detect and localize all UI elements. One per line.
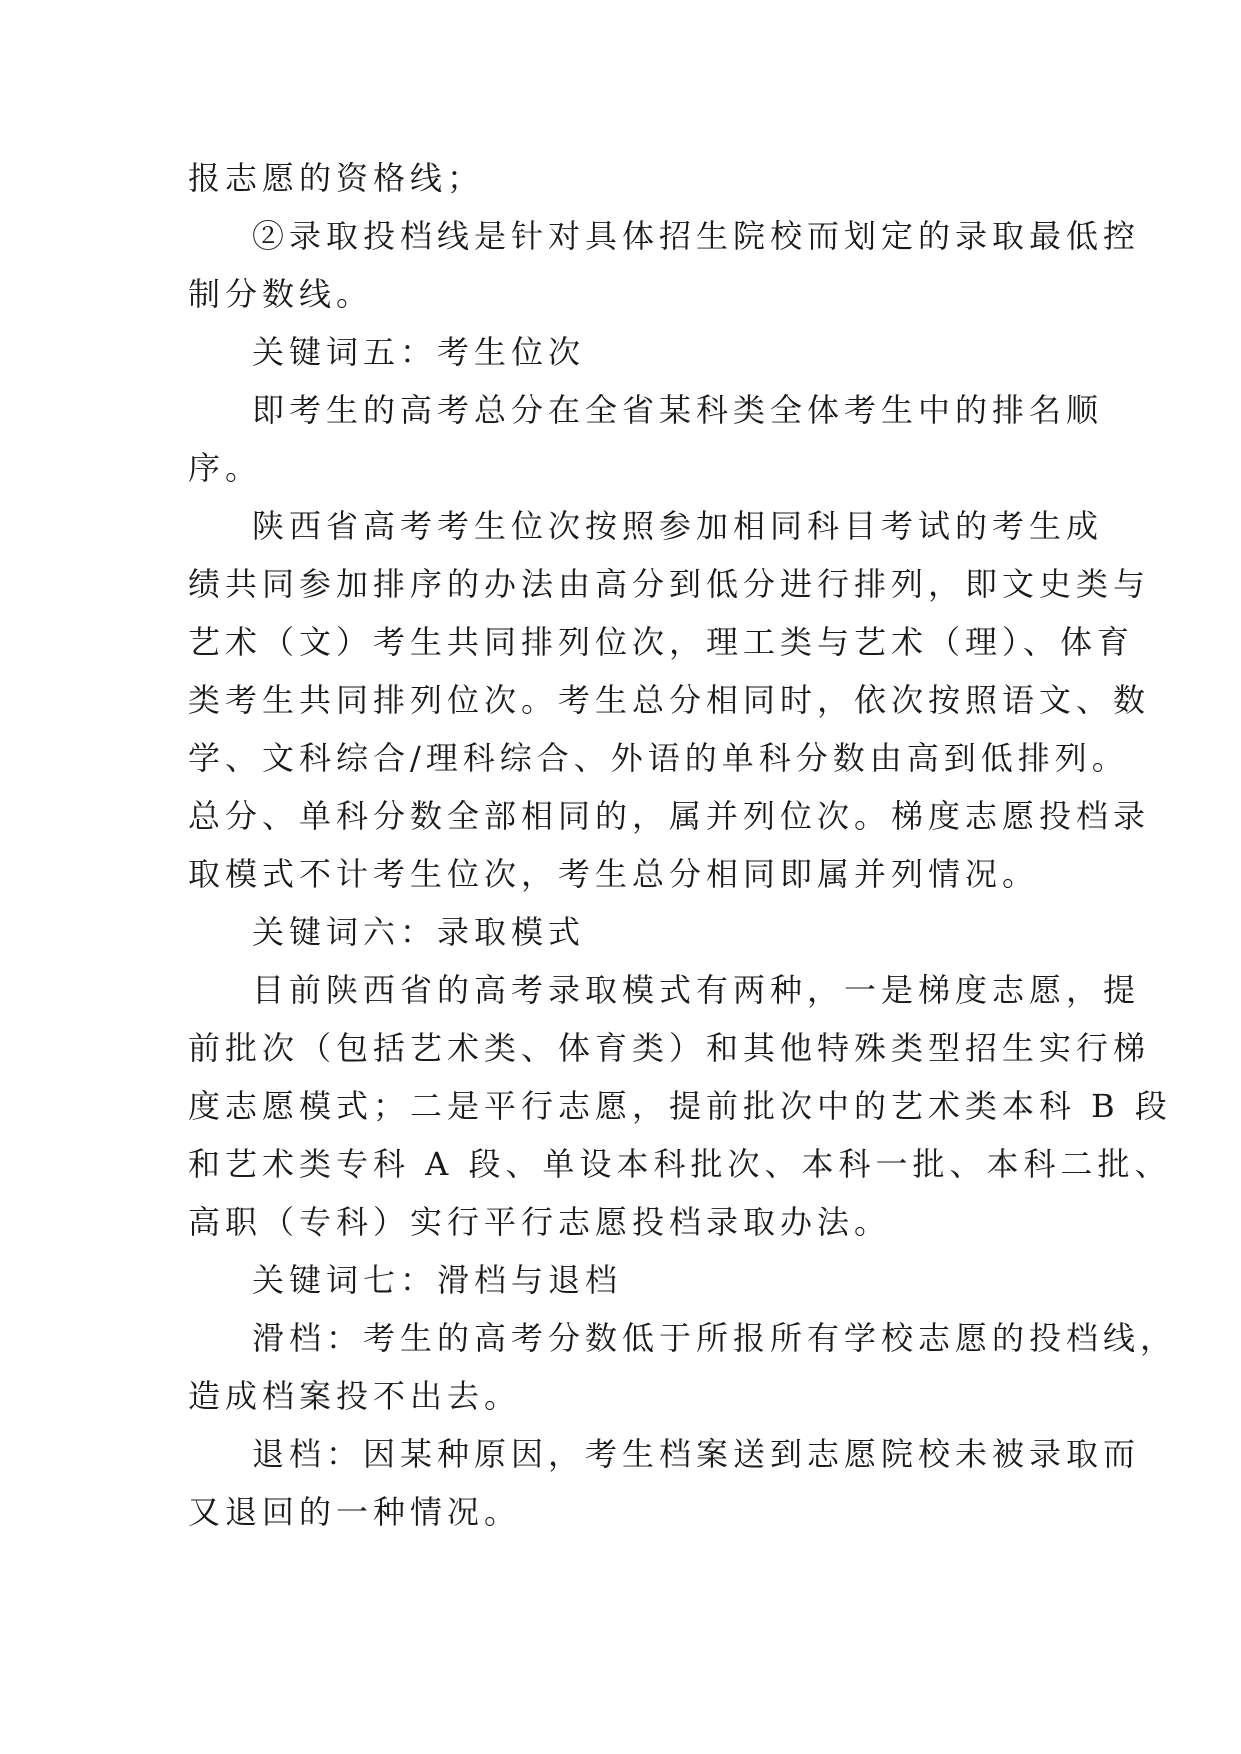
paragraph-line: 绩共同参加排序的办法由高分到低分进行排列，即文史类与 [188, 565, 1151, 603]
paragraph-line: 取模式不计考生位次，考生总分相同即属并列情况。 [188, 855, 1040, 893]
paragraph-line: 制分数线。 [188, 275, 374, 313]
section-heading: 关键词七：滑档与退档 [252, 1261, 623, 1299]
paragraph-line: 报志愿的资格线； [188, 159, 485, 197]
paragraph-line: 度志愿模式；二是平行志愿，提前批次中的艺术类本科 B 段 [188, 1087, 1172, 1125]
paragraph-line: 高职（专科）实行平行志愿投档录取办法。 [188, 1203, 892, 1241]
paragraph-line: 滑档：考生的高考分数低于所报所有学校志愿的投档线， [252, 1319, 1178, 1357]
paragraph-line: 序。 [188, 449, 263, 487]
paragraph-line: 退档：因某种原因，考生档案送到志愿院校未被录取而 [252, 1435, 1141, 1473]
paragraph-line: 艺术（文）考生共同排列位次，理工类与艺术（理）、体育 [188, 623, 1135, 661]
paragraph-line: ②录取投档线是针对具体招生院校而划定的录取最低控 [252, 217, 1141, 255]
paragraph-line: 即考生的高考总分在全省某科类全体考生中的排名顺 [252, 391, 1104, 429]
paragraph-line: 类考生共同排列位次。考生总分相同时，依次按照语文、数 [188, 681, 1151, 719]
section-heading: 关键词五：考生位次 [252, 333, 586, 371]
paragraph-line: 又退回的一种情况。 [188, 1493, 522, 1531]
paragraph-line: 造成档案投不出去。 [188, 1377, 522, 1415]
section-heading: 关键词六：录取模式 [252, 913, 586, 951]
paragraph-line: 学、文科综合/理科综合、外语的单科分数由高到低排列。 [188, 739, 1129, 777]
paragraph-line: 陕西省高考考生位次按照参加相同科目考试的考生成 [252, 507, 1104, 545]
paragraph-line: 前批次（包括艺术类、体育类）和其他特殊类型招生实行梯 [188, 1029, 1151, 1067]
paragraph-line: 目前陕西省的高考录取模式有两种，一是梯度志愿，提 [252, 971, 1141, 1009]
paragraph-line: 总分、单科分数全部相同的，属并列位次。梯度志愿投档录 [188, 797, 1151, 835]
paragraph-line: 和艺术类专科 A 段、单设本科批次、本科一批、本科二批、 [188, 1145, 1172, 1183]
